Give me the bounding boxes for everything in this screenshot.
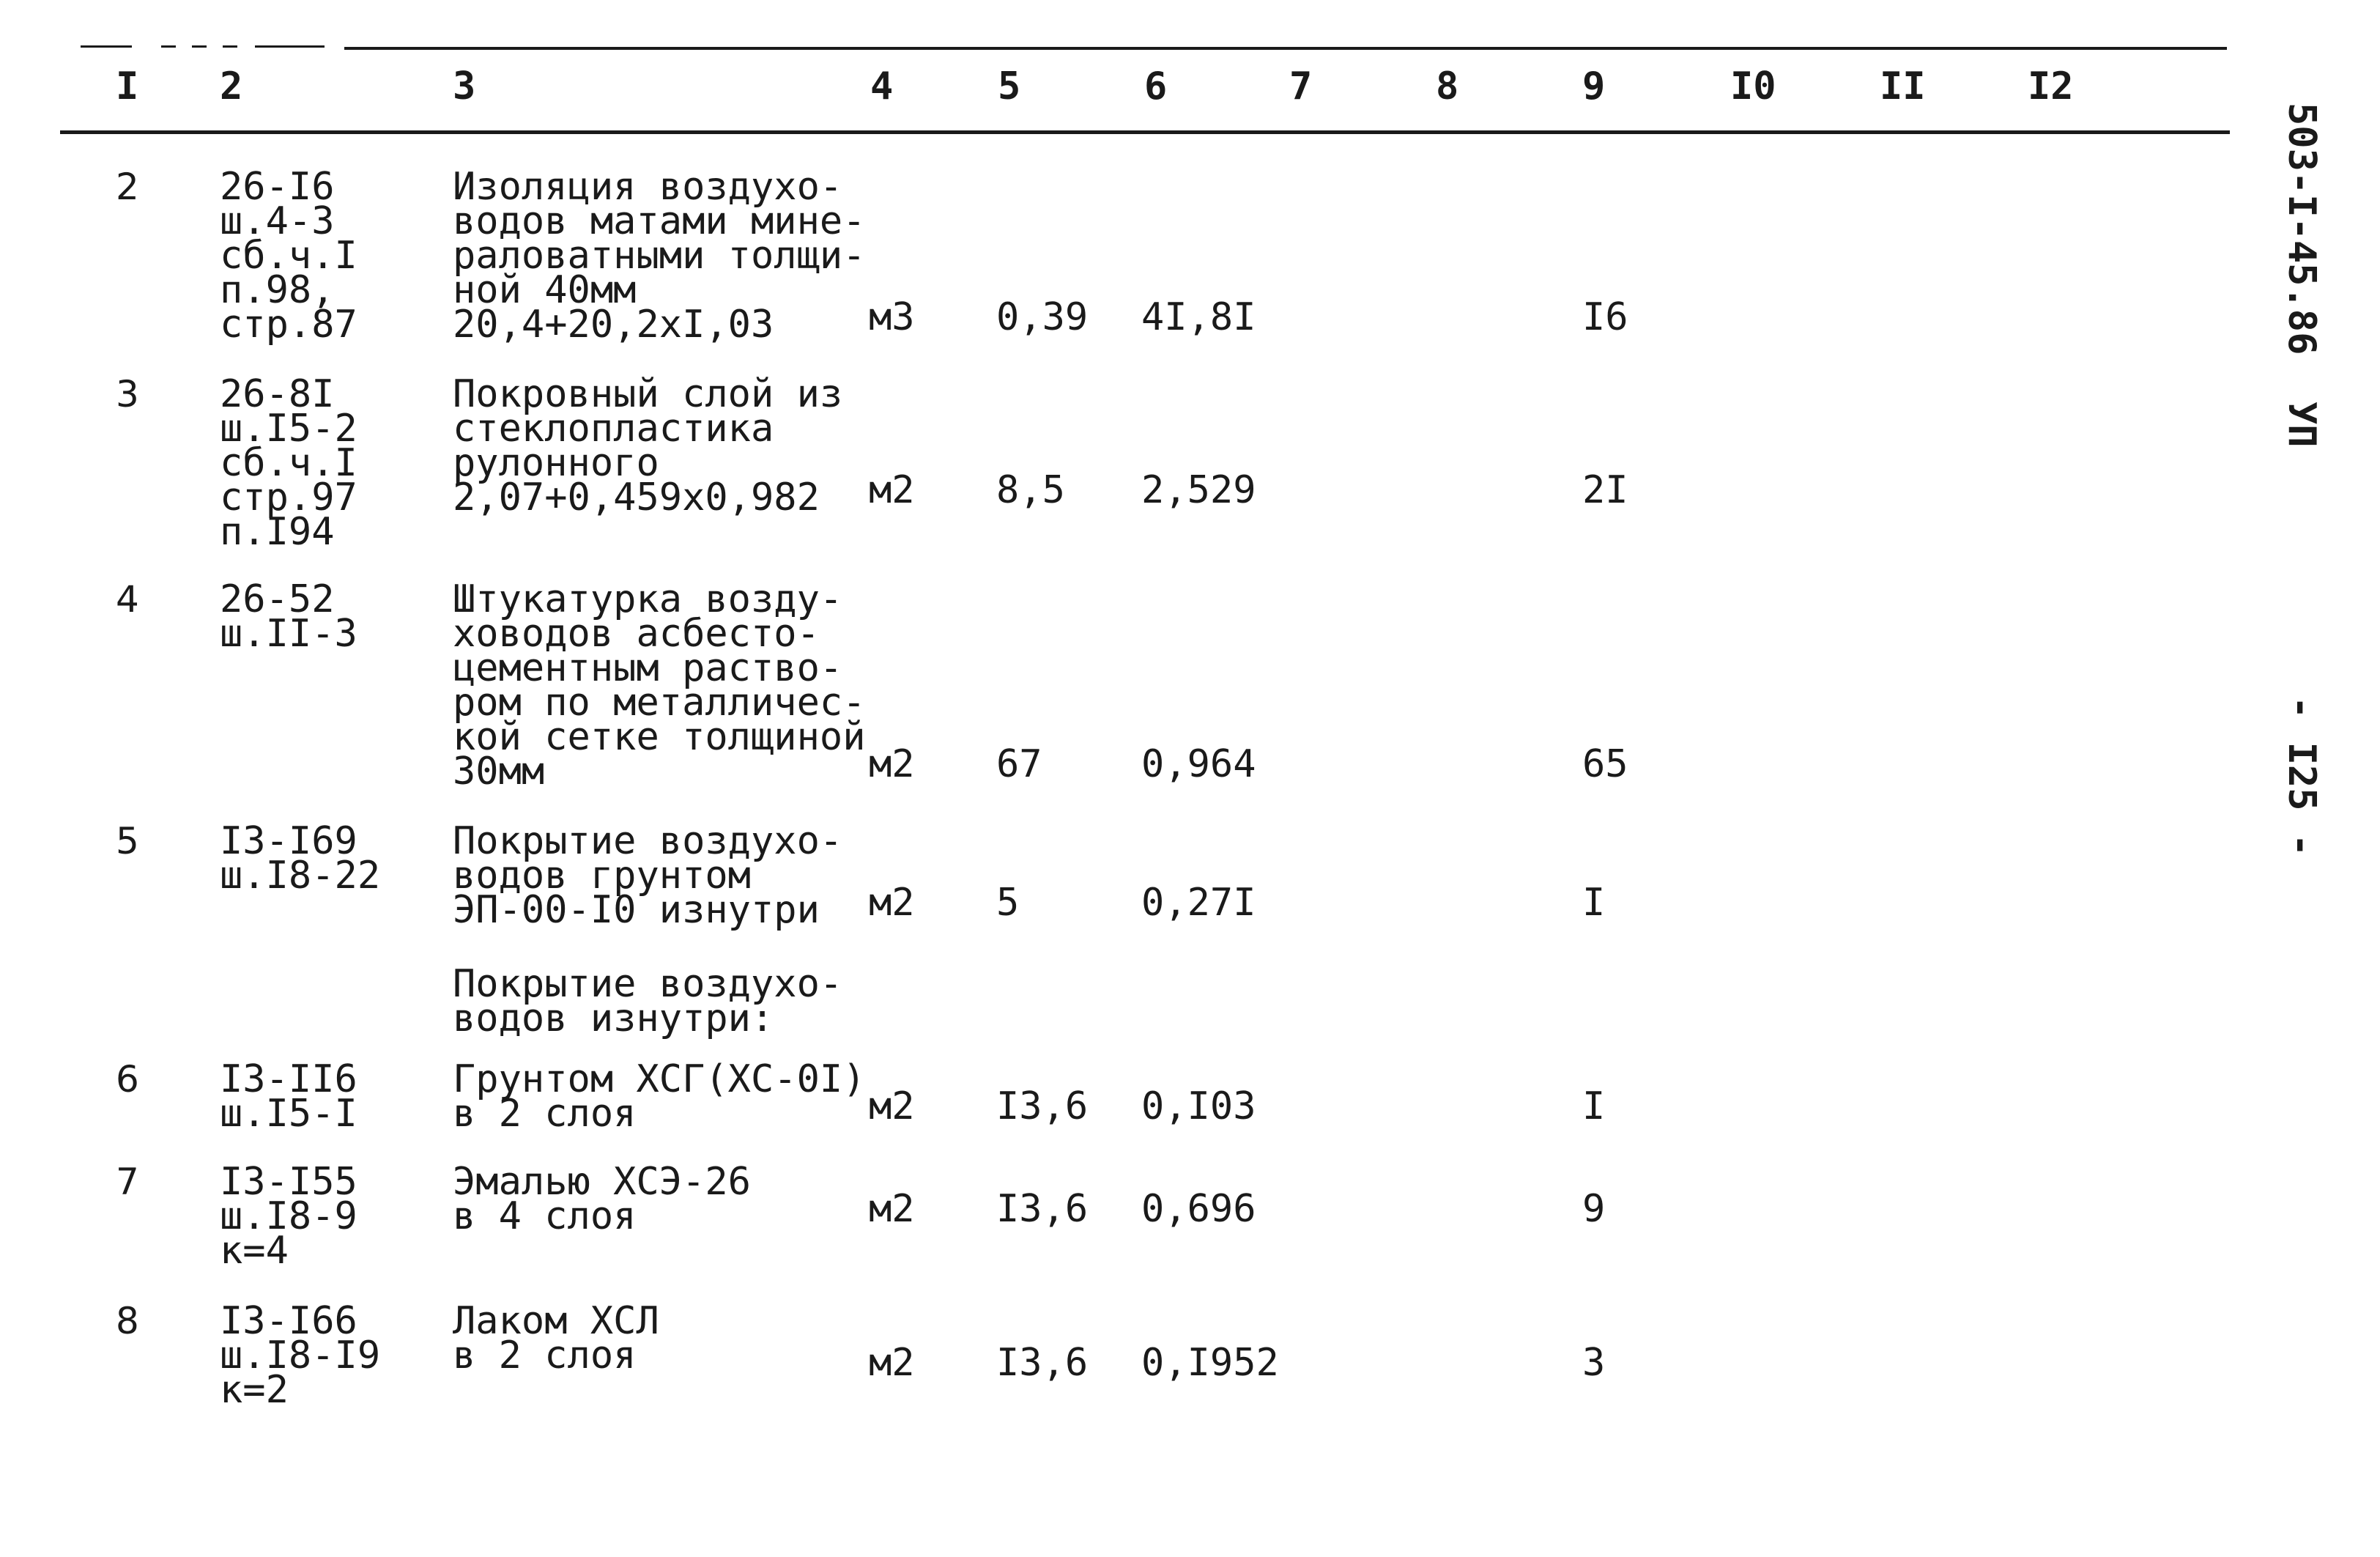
total-cell: 9 [1582, 1187, 1606, 1231]
description-line: рулонного [453, 441, 659, 485]
row-number: 2 [116, 166, 139, 208]
quantity-cell: 0,39 [996, 295, 1089, 339]
reference-line: ш.I8-I9 [220, 1334, 381, 1377]
description-line: Грунтом ХСГ(ХС-0I) [453, 1057, 866, 1101]
unit-cell: м3 [869, 295, 915, 339]
unit-cell: м2 [869, 468, 915, 512]
reference-line: ш.I5-2 [220, 407, 357, 451]
quantity-cell: I3,6 [996, 1187, 1089, 1231]
rate-cell: 0,27I [1141, 881, 1256, 925]
top-rule [344, 47, 2227, 50]
quantity-cell: I3,6 [996, 1341, 1089, 1385]
reference-line: стр.87 [220, 303, 357, 347]
total-cell: I6 [1582, 295, 1628, 339]
reference-line: сб.ч.I [220, 234, 357, 278]
album-label: УП [2280, 402, 2324, 448]
unit-cell: м2 [869, 881, 915, 925]
top-rule-dash [161, 45, 176, 48]
total-cell: I [1582, 1084, 1606, 1128]
column-header: I2 [2028, 64, 2074, 108]
total-cell: 3 [1582, 1341, 1606, 1385]
column-header: 6 [1144, 64, 1168, 108]
rate-cell: 0,I952 [1141, 1341, 1279, 1385]
description-line: Покрытие воздухо- [453, 962, 843, 1006]
total-cell: I [1582, 881, 1606, 925]
description-line: Покрытие воздухо- [453, 819, 843, 863]
top-rule-dash [223, 45, 237, 48]
description-line: 20,4+20,2хI,03 [453, 303, 774, 347]
top-rule-dash [192, 45, 207, 48]
description-line: кой сетке толщиной [453, 715, 866, 759]
total-cell: 65 [1582, 742, 1628, 786]
reference-line: 26-52 [220, 577, 335, 621]
column-header: I0 [1730, 64, 1776, 108]
description-line: в 4 слоя [453, 1194, 637, 1238]
reference-line: к=4 [220, 1229, 289, 1273]
reference-line: I3-II6 [220, 1057, 357, 1101]
rate-cell: 0,696 [1141, 1187, 1256, 1231]
description-line: 2,07+0,459х0,982 [453, 476, 820, 519]
description-line: ром по металличес- [453, 681, 866, 725]
reference-line: 26-I6 [220, 165, 335, 209]
description-line: ЭП-00-I0 изнутри [453, 888, 820, 932]
description-line: водов грунтом [453, 854, 751, 898]
reference-line: п.98, [220, 268, 335, 312]
quantity-cell: 67 [996, 742, 1042, 786]
column-header: II [1880, 64, 1926, 108]
description-line: ховодов асбесто- [453, 612, 820, 656]
description-line: в 2 слоя [453, 1334, 637, 1377]
document-code: 503-I-45.86 [2280, 103, 2324, 355]
reference-line: I3-I66 [220, 1299, 357, 1343]
reference-line: 26-8I [220, 372, 335, 416]
reference-line: п.I94 [220, 510, 335, 554]
quantity-cell: 8,5 [996, 468, 1065, 512]
rate-cell: 4I,8I [1141, 295, 1256, 339]
reference-line: ш.II-3 [220, 612, 357, 656]
row-number: 5 [116, 820, 139, 862]
row-number: 4 [116, 578, 139, 621]
column-header: 5 [998, 64, 1021, 108]
column-header: 9 [1582, 64, 1606, 108]
reference-line: I3-I55 [220, 1160, 357, 1204]
quantity-cell: I3,6 [996, 1084, 1089, 1128]
description-line: Штукатурка возду- [453, 577, 843, 621]
page-number: - I25 - [2280, 696, 2324, 857]
column-header: 2 [220, 64, 243, 108]
reference-line: ш.I5-I [220, 1092, 357, 1136]
reference-line: к=2 [220, 1368, 289, 1412]
description-line: ной 40мм [453, 268, 637, 312]
column-header: 7 [1289, 64, 1313, 108]
unit-cell: м2 [869, 742, 915, 786]
quantity-cell: 5 [996, 881, 1020, 925]
rate-cell: 0,I03 [1141, 1084, 1256, 1128]
description-line: в 2 слоя [453, 1092, 637, 1136]
description-line: Эмалью ХСЭ-26 [453, 1160, 751, 1204]
top-rule-dash [255, 45, 325, 48]
description-line: Изоляция воздухо- [453, 165, 843, 209]
reference-line: I3-I69 [220, 819, 357, 863]
column-header: 8 [1436, 64, 1459, 108]
reference-line: ш.I8-22 [220, 854, 381, 898]
unit-cell: м2 [869, 1187, 915, 1231]
reference-line: ш.4-3 [220, 199, 335, 243]
row-number: 6 [116, 1058, 139, 1101]
total-cell: 2I [1582, 468, 1628, 512]
description-line: водов матами мине- [453, 199, 866, 243]
header-rule [60, 130, 2230, 134]
description-line: водов изнутри: [453, 996, 774, 1040]
unit-cell: м2 [869, 1341, 915, 1385]
description-line: 30мм [453, 750, 545, 794]
row-number: 3 [116, 373, 139, 415]
top-rule-dash [81, 45, 132, 48]
column-header: 3 [453, 64, 476, 108]
column-header: I [116, 64, 139, 108]
rate-cell: 2,529 [1141, 468, 1256, 512]
row-number: 8 [116, 1300, 139, 1342]
column-header: 4 [870, 64, 894, 108]
reference-line: сб.ч.I [220, 441, 357, 485]
unit-cell: м2 [869, 1084, 915, 1128]
description-line: цементным раство- [453, 646, 843, 690]
description-line: Покровный слой из [453, 372, 843, 416]
description-line: стеклопластика [453, 407, 774, 451]
row-number: 7 [116, 1161, 139, 1203]
description-line: Лаком ХСЛ [453, 1299, 659, 1343]
rate-cell: 0,964 [1141, 742, 1256, 786]
reference-line: стр.97 [220, 476, 357, 519]
description-line: раловатными толщи- [453, 234, 866, 278]
reference-line: ш.I8-9 [220, 1194, 357, 1238]
